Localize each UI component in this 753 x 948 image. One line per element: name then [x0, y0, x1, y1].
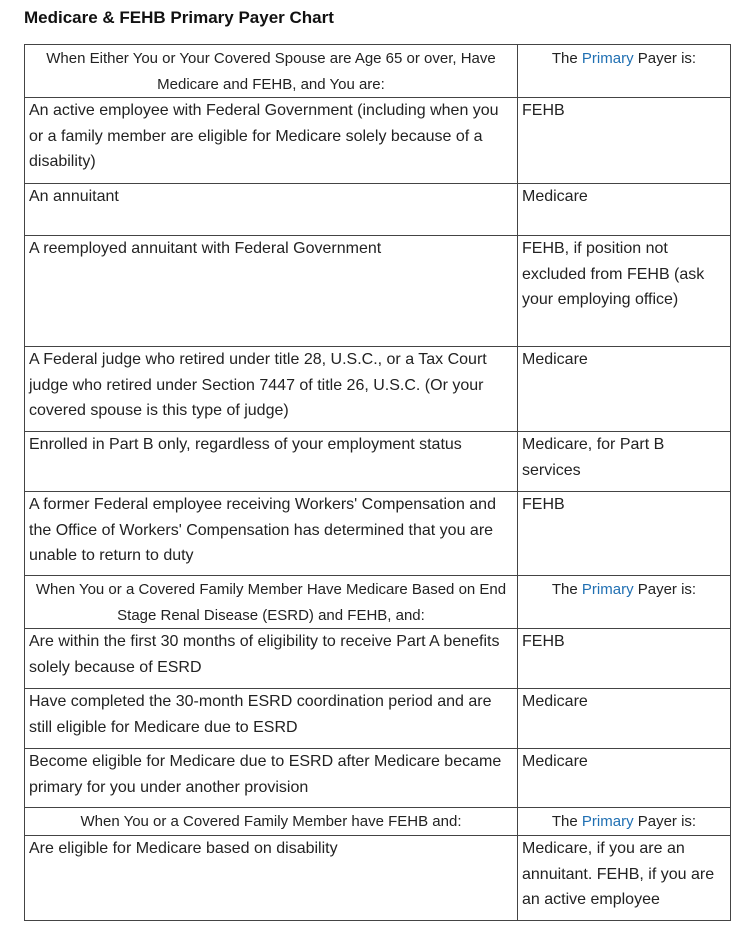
condition-cell: Enrolled in Part B only, regardless of your employment status [25, 432, 518, 492]
section-header-condition: When You or a Covered Family Member Have Medicare Based on End Stage Renal Disease (ESRD) and FEHB, and: [25, 576, 518, 629]
primary-payer-table [24, 44, 731, 921]
section-header-payer [518, 45, 731, 98]
table-row [25, 629, 731, 689]
condition-cell: An annuitant [25, 184, 518, 236]
payer-cell: FEHB [518, 629, 731, 689]
table-row [25, 749, 731, 808]
section-header-payer [518, 576, 731, 629]
section-header-payer [518, 808, 731, 836]
primary-link[interactable]: Primary [581, 813, 634, 830]
condition-cell: Have completed the 30-month ESRD coordination period and are still eligible for Medicare due to ESRD [25, 689, 518, 749]
table-row [25, 236, 731, 347]
condition-cell: Are eligible for Medicare based on disability [25, 836, 518, 921]
payer-header-prefix: The [551, 581, 582, 598]
table-row [25, 836, 731, 921]
payer-cell: Medicare [518, 689, 731, 749]
table-row [25, 689, 731, 749]
payer-header-prefix: The [551, 50, 582, 67]
section-header-condition: When You or a Covered Family Member have FEHB and: [25, 808, 518, 836]
payer-header-suffix: Payer is: [633, 50, 697, 67]
payer-cell: FEHB [518, 492, 731, 576]
section-header-condition: When Either You or Your Covered Spouse are Age 65 or over, Have Medicare and FEHB, and You are: [25, 45, 518, 98]
table-row [25, 98, 731, 184]
section-header-row [25, 576, 731, 629]
payer-cell: Medicare, if you are an annuitant. FEHB, if you are an active employee [518, 836, 731, 921]
payer-header-suffix: Payer is: [633, 813, 697, 830]
section-header-row [25, 808, 731, 836]
table-row [25, 492, 731, 576]
condition-cell: Are within the first 30 months of eligibility to receive Part A benefits solely because of ESRD [25, 629, 518, 689]
payer-cell: Medicare, for Part B services [518, 432, 731, 492]
primary-link[interactable]: Primary [581, 581, 634, 598]
table-row [25, 347, 731, 432]
condition-cell: A Federal judge who retired under title 28, U.S.C., or a Tax Court judge who retired under Section 7447 of title 26, U.S.C. (Or your covered spouse is this type of judge) [25, 347, 518, 432]
table-row [25, 184, 731, 236]
payer-cell: FEHB, if position not excluded from FEHB (ask your employing office) [518, 236, 731, 347]
section-header-row [25, 45, 731, 98]
payer-cell: Medicare [518, 749, 731, 808]
page-title: Medicare & FEHB Primary Payer Chart [24, 8, 334, 27]
payer-cell: FEHB [518, 98, 731, 184]
payer-cell: Medicare [518, 347, 731, 432]
payer-header-prefix: The [551, 813, 582, 830]
primary-link[interactable]: Primary [581, 50, 634, 67]
payer-header-suffix: Payer is: [633, 581, 697, 598]
condition-cell: A reemployed annuitant with Federal Government [25, 236, 518, 347]
payer-cell: Medicare [518, 184, 731, 236]
condition-cell: A former Federal employee receiving Workers' Compensation and the Office of Workers' Compensation has determined that you are unable to return to duty [25, 492, 518, 576]
table-row [25, 432, 731, 492]
condition-cell: An active employee with Federal Government (including when you or a family member are eligible for Medicare solely because of a disability) [25, 98, 518, 184]
condition-cell: Become eligible for Medicare due to ESRD after Medicare became primary for you under another provision [25, 749, 518, 808]
